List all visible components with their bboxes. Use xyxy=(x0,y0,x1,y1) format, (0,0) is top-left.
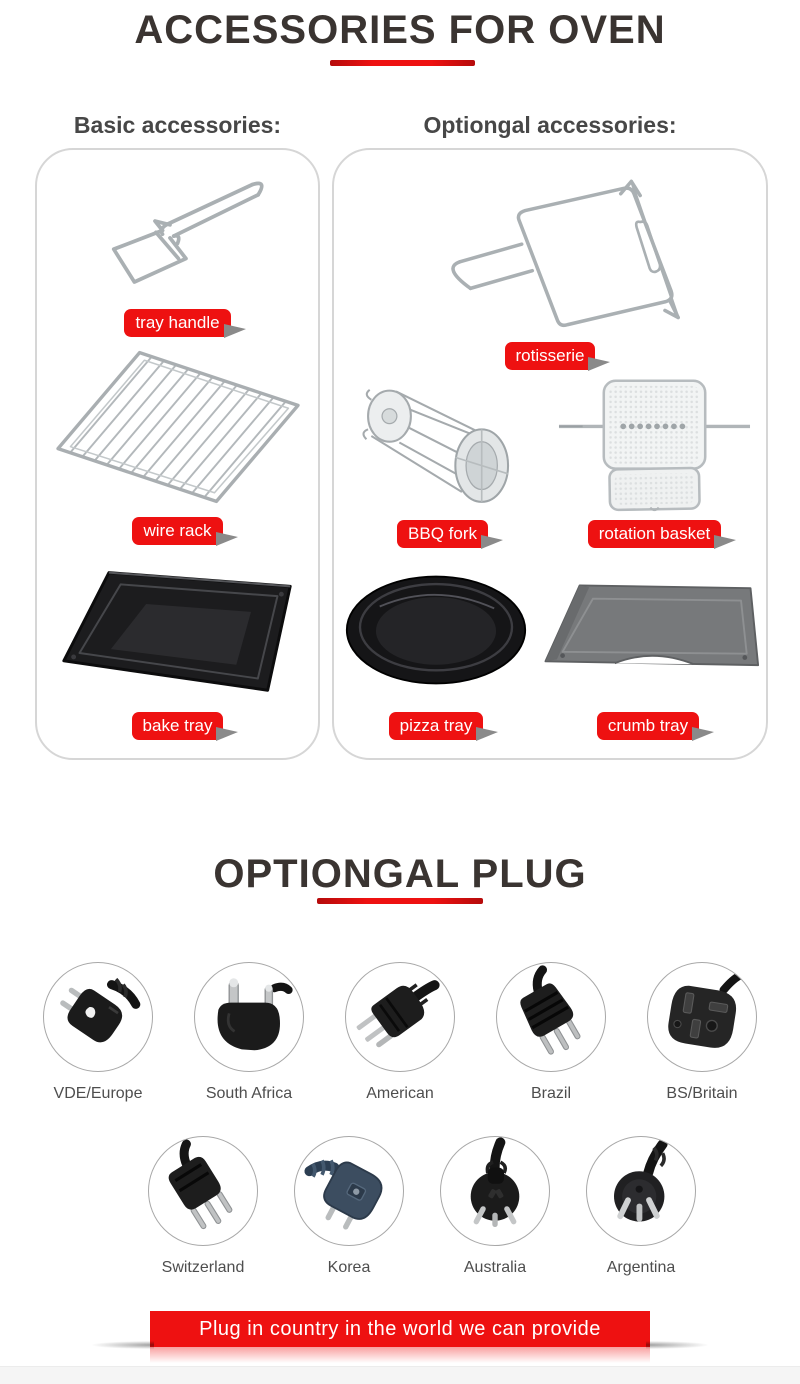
brazil-plug-image xyxy=(496,962,606,1072)
accessory-label: bake tray xyxy=(132,712,224,740)
basic-accessories-heading: Basic accessories: xyxy=(73,112,282,138)
banner-shadow-left xyxy=(92,1341,154,1349)
provide-banner xyxy=(150,1311,650,1347)
plug-label: Switzerland xyxy=(161,1259,245,1276)
rotisserie-image xyxy=(400,164,700,342)
bbq-fork-figure xyxy=(338,370,547,548)
plug-item-korea xyxy=(291,1136,407,1277)
bs-britain-plug-image xyxy=(647,962,757,1072)
wire-rack-figure xyxy=(41,337,314,545)
bbq-fork-image xyxy=(348,370,538,520)
page-title: ACCESSORIES FOR OVEN xyxy=(134,8,666,52)
banner-shadow-right xyxy=(646,1341,708,1349)
south-africa-plug-image xyxy=(194,962,304,1072)
title-underline xyxy=(330,60,475,66)
australia-plug-image xyxy=(440,1136,550,1246)
american-plug-image xyxy=(345,962,455,1072)
plug-row-2 xyxy=(145,1136,699,1277)
plug-label: Brazil xyxy=(530,1085,571,1102)
optional-accessories-heading: Optiongal accessories: xyxy=(423,112,677,138)
plug-item-vde-europe xyxy=(40,962,156,1103)
plug-item-south-africa xyxy=(191,962,307,1103)
accessory-label: wire rack xyxy=(132,517,222,545)
crumb-tray-image xyxy=(534,548,762,712)
accessory-label: crumb tray xyxy=(597,712,699,740)
plug-item-australia xyxy=(437,1136,553,1277)
plug-item-bs-britain xyxy=(644,962,760,1103)
accessory-label: BBQ fork xyxy=(397,520,488,548)
basic-accessories-panel xyxy=(35,148,320,760)
bake-tray-image xyxy=(50,545,305,712)
plug-label: American xyxy=(366,1085,434,1102)
accessory-label: rotation basket xyxy=(588,520,722,548)
switzerland-plug-image xyxy=(148,1136,258,1246)
plug-item-brazil xyxy=(493,962,609,1103)
argentina-plug-image xyxy=(586,1136,696,1246)
plug-label: Korea xyxy=(327,1259,371,1276)
korea-plug-image xyxy=(294,1136,404,1246)
optional-row-middle xyxy=(338,370,762,548)
rotisserie-figure xyxy=(338,164,762,370)
plug-item-american xyxy=(342,962,458,1103)
plug-row-1 xyxy=(40,962,760,1103)
plug-item-switzerland xyxy=(145,1136,261,1277)
plug-item-argentina xyxy=(583,1136,699,1277)
tray-handle-image xyxy=(65,164,290,309)
bake-tray-figure xyxy=(41,545,314,740)
accessory-label: tray handle xyxy=(124,309,230,337)
accessory-label: pizza tray xyxy=(389,712,484,740)
plug-label: South Africa xyxy=(205,1085,293,1102)
plug-label: Argentina xyxy=(606,1259,676,1276)
tray-handle-figure xyxy=(41,164,314,337)
crumb-tray-figure xyxy=(534,548,762,740)
plug-label: VDE/Europe xyxy=(53,1085,143,1102)
provide-banner-text: Plug in country in the world we can provide xyxy=(199,1317,601,1340)
accessory-label: rotisserie xyxy=(505,342,596,370)
plug-title-underline xyxy=(317,898,483,904)
plug-label: BS/Britain xyxy=(666,1085,738,1102)
optional-row-bottom xyxy=(338,548,762,740)
pizza-tray-image xyxy=(341,548,531,712)
pizza-tray-figure xyxy=(338,548,534,740)
plug-section-title: OPTIONGAL PLUG xyxy=(213,852,587,896)
rotation-basket-image xyxy=(547,370,762,520)
rotation-basket-figure xyxy=(547,370,762,548)
plug-label: Australia xyxy=(463,1259,527,1276)
vde-europe-plug-image xyxy=(43,962,153,1072)
optional-accessories-panel xyxy=(332,148,768,760)
wire-rack-image xyxy=(52,337,304,517)
footer-strip xyxy=(0,1366,800,1384)
